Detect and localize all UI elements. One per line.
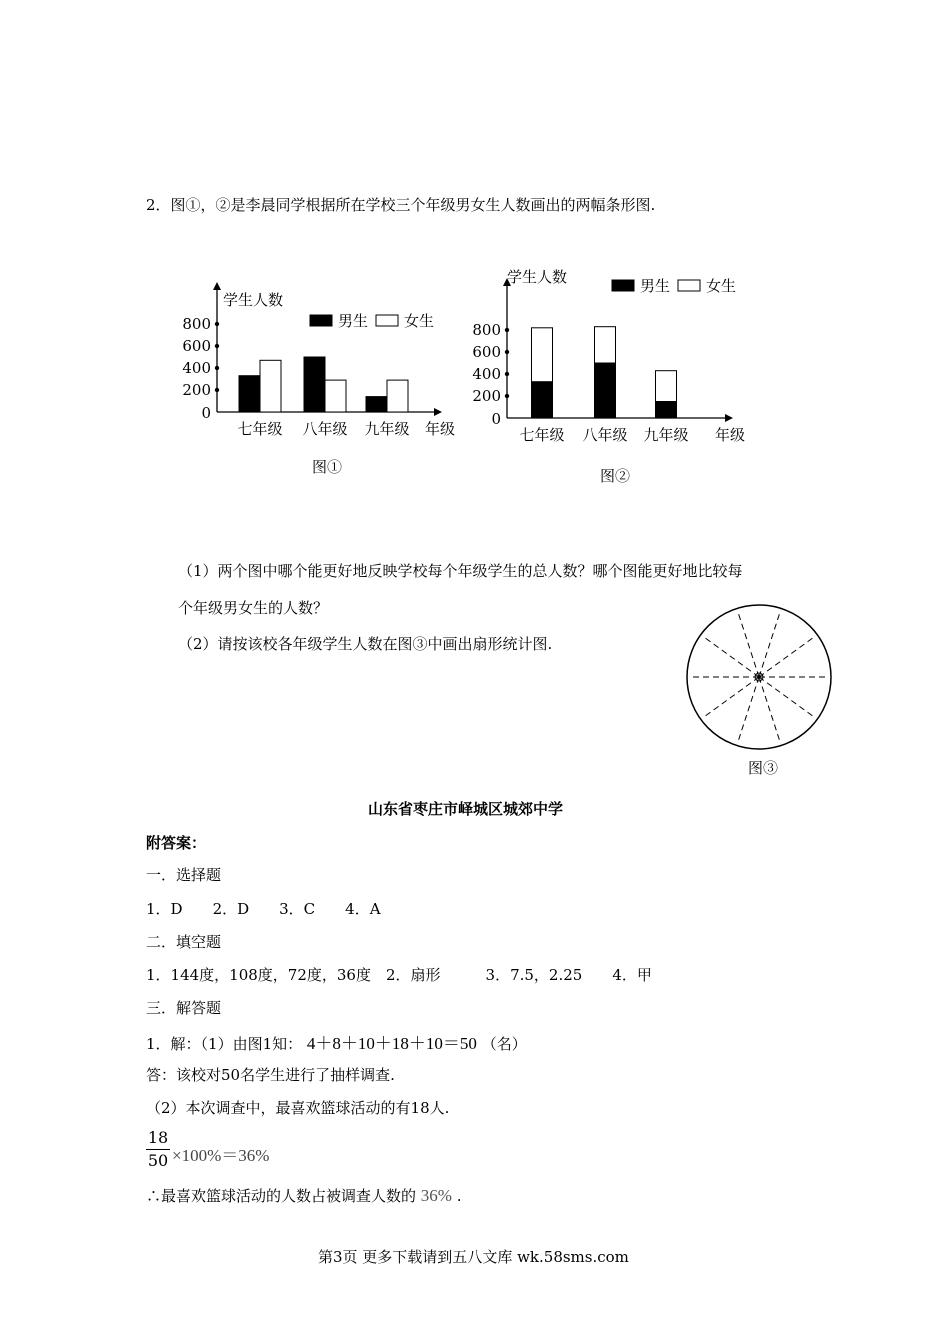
pie-dashed-radius: [759, 677, 816, 718]
fraction-rest: ×100%＝36%: [172, 1146, 270, 1165]
chart-1-bar: [304, 357, 325, 412]
pie-caption: 图③: [748, 759, 779, 777]
chart-2-ytick-label: 800: [472, 321, 501, 339]
chart-1-ytick-label: 800: [182, 315, 211, 333]
chart-2-bar: [595, 327, 616, 363]
answers-heading: 附答案：: [146, 834, 207, 852]
chart-1-x-arrow: [434, 408, 442, 416]
section1-title: 一．选择题: [146, 866, 222, 884]
chart-1-bar: [239, 376, 260, 412]
chart-2-ytick-label: 200: [472, 387, 501, 405]
chart-1-category-label: 七年级: [237, 420, 283, 438]
chart-1-ytick-mark: [215, 366, 219, 370]
chart-1-bar: [260, 360, 281, 412]
pie-dashed-radius: [759, 610, 781, 677]
chart-2-bar: [532, 328, 553, 382]
fraction-denominator: 50: [147, 1151, 169, 1170]
solution1-formula: 4＋8＋10＋18＋10＝50: [306, 1034, 477, 1053]
chart-2-ytick-label: 600: [472, 343, 501, 361]
solution2-line: （2）本次调查中，最喜欢篮球活动的有18人.: [146, 1099, 450, 1117]
chart-2-category-label: 七年级: [519, 426, 565, 444]
chart-1-ylabel: 学生人数: [223, 291, 284, 309]
chart-1-bar: [387, 380, 408, 412]
chart-2-bar: [656, 371, 677, 402]
chart-1-category-label: 九年级: [364, 420, 410, 438]
conclusion-suffix: .: [456, 1187, 462, 1205]
chart-1-xlabel: 年级: [425, 420, 456, 438]
chart-1-bar: [366, 397, 387, 412]
section2-answers: 1．144度，108度，72度，36度 2．扇形 3．7.5，2.25 4．甲: [146, 966, 652, 984]
chart-2-caption: 图②: [600, 467, 631, 485]
conclusion-line: [146, 1185, 462, 1206]
section2-title: 二．填空题: [146, 933, 222, 951]
page-footer: 第3页 更多下载请到五八文库 wk.58sms.com: [318, 1248, 629, 1266]
chart-2-legend-label: 男生: [640, 277, 671, 295]
chart-1-ytick-label: 200: [182, 381, 211, 399]
chart-2-legend-swatch: [612, 280, 634, 291]
chart-2: [470, 262, 760, 462]
chart-2-category-label: 八年级: [582, 426, 628, 444]
solution1-unit: （名）: [481, 1035, 527, 1053]
chart-2-ytick-mark: [505, 372, 509, 376]
question2-sub1-line1: （1）两个图中哪个能更好地反映学校每个年级学生的总人数？哪个图能更好地比较每: [178, 562, 743, 580]
chart-2-bar: [595, 363, 616, 418]
chart-1-ytick-label: 400: [182, 359, 211, 377]
question2-sub2: （2）请按该校各年级学生人数在图③中画出扇形统计图.: [178, 635, 553, 653]
solution1-prefix: 1．解：（1）由图1知：: [146, 1035, 303, 1053]
chart-2-ytick-mark: [505, 350, 509, 354]
chart-1-ytick-mark: [215, 322, 219, 326]
solution1-line: [146, 1029, 527, 1054]
chart-2-ylabel: 学生人数: [507, 268, 568, 286]
chart-1-caption: 图①: [312, 458, 343, 476]
chart-1-ytick-mark: [215, 344, 219, 348]
chart-2-ytick-mark: [505, 328, 509, 332]
answers-school: 山东省枣庄市峄城区城郊中学: [368, 800, 564, 818]
chart-2-category-label: 九年级: [643, 426, 689, 444]
chart-2-bar: [532, 382, 553, 418]
pie-dashed-radius: [737, 610, 759, 677]
pie-dashed-radius: [702, 636, 759, 677]
chart-2-ytick-mark: [505, 394, 509, 398]
chart-1-legend-swatch: [310, 315, 332, 326]
conclusion-value: 36%: [420, 1186, 452, 1205]
chart-1-ytick-label: 0: [201, 404, 211, 422]
pie-dashed-radius: [737, 677, 759, 744]
chart-1-legend-label: 女生: [404, 312, 435, 330]
conclusion-prefix: ∴最喜欢篮球活动的人数占被调查人数的: [146, 1187, 417, 1205]
pie-dashed-radius: [702, 677, 759, 718]
chart-2-ytick-label: 400: [472, 365, 501, 383]
section1-answers: 1．D 2．D 3．C 4．A: [146, 900, 381, 918]
question2-intro: 2．图①，②是李晨同学根据所在学校三个年级男女生人数画出的两幅条形图.: [146, 196, 656, 214]
chart-2-legend-swatch: [678, 280, 700, 291]
pie-dashed-radius: [759, 636, 816, 677]
chart-1-legend-label: 男生: [338, 312, 369, 330]
chart-2-bar: [656, 402, 677, 419]
chart-1-bar: [325, 380, 346, 412]
fraction-numerator: 18: [147, 1128, 169, 1147]
question2-sub1-line2: 个年级男女生的人数？: [178, 599, 329, 617]
chart-1: [170, 270, 470, 470]
chart-1-y-arrow: [213, 282, 221, 290]
pie-dashed-radius: [759, 677, 781, 744]
solution1-answer: 答：该校对50名学生进行了抽样调查.: [146, 1066, 395, 1084]
chart-2-ytick-label: 0: [491, 410, 501, 428]
fraction: [146, 1128, 170, 1171]
chart-1-legend-swatch: [376, 315, 398, 326]
chart-2-legend-label: 女生: [706, 277, 737, 295]
pie-chart-blank: [684, 604, 834, 754]
chart-1-ytick-mark: [215, 388, 219, 392]
chart-1-ytick-label: 600: [182, 337, 211, 355]
chart-2-xlabel: 年级: [715, 426, 746, 444]
chart-1-category-label: 八年级: [302, 420, 348, 438]
section3-title: 三．解答题: [146, 999, 222, 1017]
chart-2-x-arrow: [725, 414, 733, 422]
